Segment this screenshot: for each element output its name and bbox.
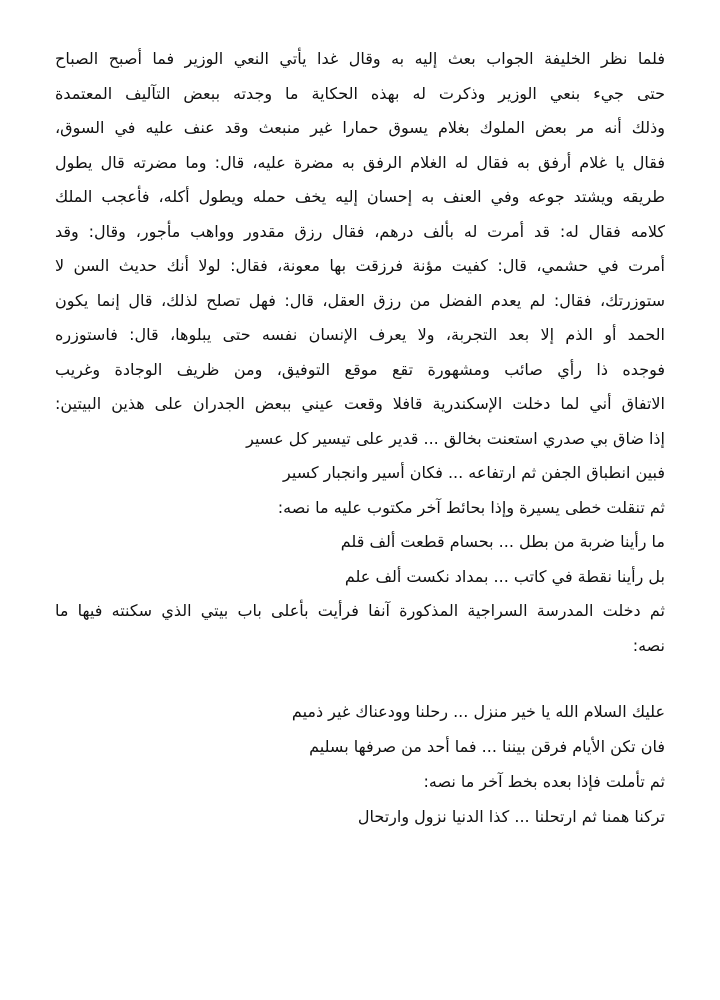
text-line: فلما نظر الخليفة الجواب بعث إليه به وقال غدا يأتي النعي الوزير فما أصبح الصباح: [55, 49, 665, 68]
text-line: حتى جيء بنعي الوزير وذكرت له بهذه الحكاية ما وجدته ببعض التآليف المعتمدة: [55, 83, 665, 103]
prose-paragraph: [55, 42, 665, 422]
text-line: وذلك أنه مر بعض الملوك بغلام يسوق حمارا غير منبعث وقد عنف عليه في السوق،: [55, 118, 665, 137]
verse-line: تركنا همنا ثم ارتحلنا ... كذا الدنيا نزول وارتحال: [357, 807, 665, 826]
text-line: ستوزرتك، فقال: لم يعدم الفضل من رزق العقل، قال: فهل تصلح لذلك، قال إنما يكون: [55, 290, 665, 310]
text-line: فوجده ذا رأي صائب ومشهورة تقع موقع التوفيق، ومن ظريف الوجادة وغريب: [55, 359, 665, 379]
blank-space: [55, 663, 665, 694]
text-line: ثم تنقلت خطى يسيرة وإذا بحائط آخر مكتوب عليه ما نصه:: [277, 497, 665, 517]
text-line: ثم دخلت المدرسة السراجية المذكورة آنفا فرأيت بأعلى باب بيتي الذي سكنته فيها ما: [55, 601, 665, 620]
prose-paragraph-madrasa: [55, 594, 665, 663]
verse-block-door: [55, 694, 665, 834]
text-line: الاتفاق أني لما دخلت الإسكندرية قافلا وقعت عيني ببعض الجدران على هذين البيتين:: [55, 394, 665, 413]
text-line: نصه:: [632, 635, 665, 655]
text-line: أمرت في حشمي، قال: كفيت مؤنة فرزقت بها معونة، فقال: لولا أنك حديث السن لا: [55, 256, 665, 275]
verse-line: إذا ضاق بي صدري استعنت بخالق ... قدير على تيسير كل عسير: [246, 428, 665, 448]
verse-line: فان تكن الأيام فرقن بيننا ... فما أحد من صرفها بسليم: [309, 737, 665, 756]
document-page: [55, 42, 665, 834]
verse-line: فبين انطباق الجفن ثم ارتفاعه ... فكان أسير وانجبار كسير: [283, 463, 665, 482]
verse-line: ما رأينا ضربة من بطل ... بحسام قطعت ألف قلم: [340, 532, 665, 551]
verse-block-alexandria: [55, 422, 665, 595]
text-line: ثم تأملت فإذا بعده بخط آخر ما نصه:: [423, 772, 665, 791]
verse-line: بل رأينا نقطة في كاتب ... بمداد نكست ألف علم: [344, 566, 665, 586]
text-line: كلامه فقال له: قد أمرت له بألف درهم، فقال رزق مقدور وواهب مأجور، وقال: وقد: [55, 221, 665, 241]
text-line: الحمد أو الذم إلا بعد التجربة، ولا يعرف الإنسان نفسه حتى يبلوها، قال: فاستوزره: [55, 325, 665, 344]
text-line: فقال يا غلام أرفق به فقال له الغلام الرفق به مضرة عليه، قال: وما مضرته قال يطول: [55, 152, 665, 172]
text-line: طريقه ويشتد جوعه وفي العنف به إحسان إليه يخف حمله ويطول أكله، فأعجب الملك: [55, 187, 665, 206]
verse-line: عليك السلام الله يا خير منزل ... رحلنا وودعناك غير ذميم: [291, 702, 665, 721]
